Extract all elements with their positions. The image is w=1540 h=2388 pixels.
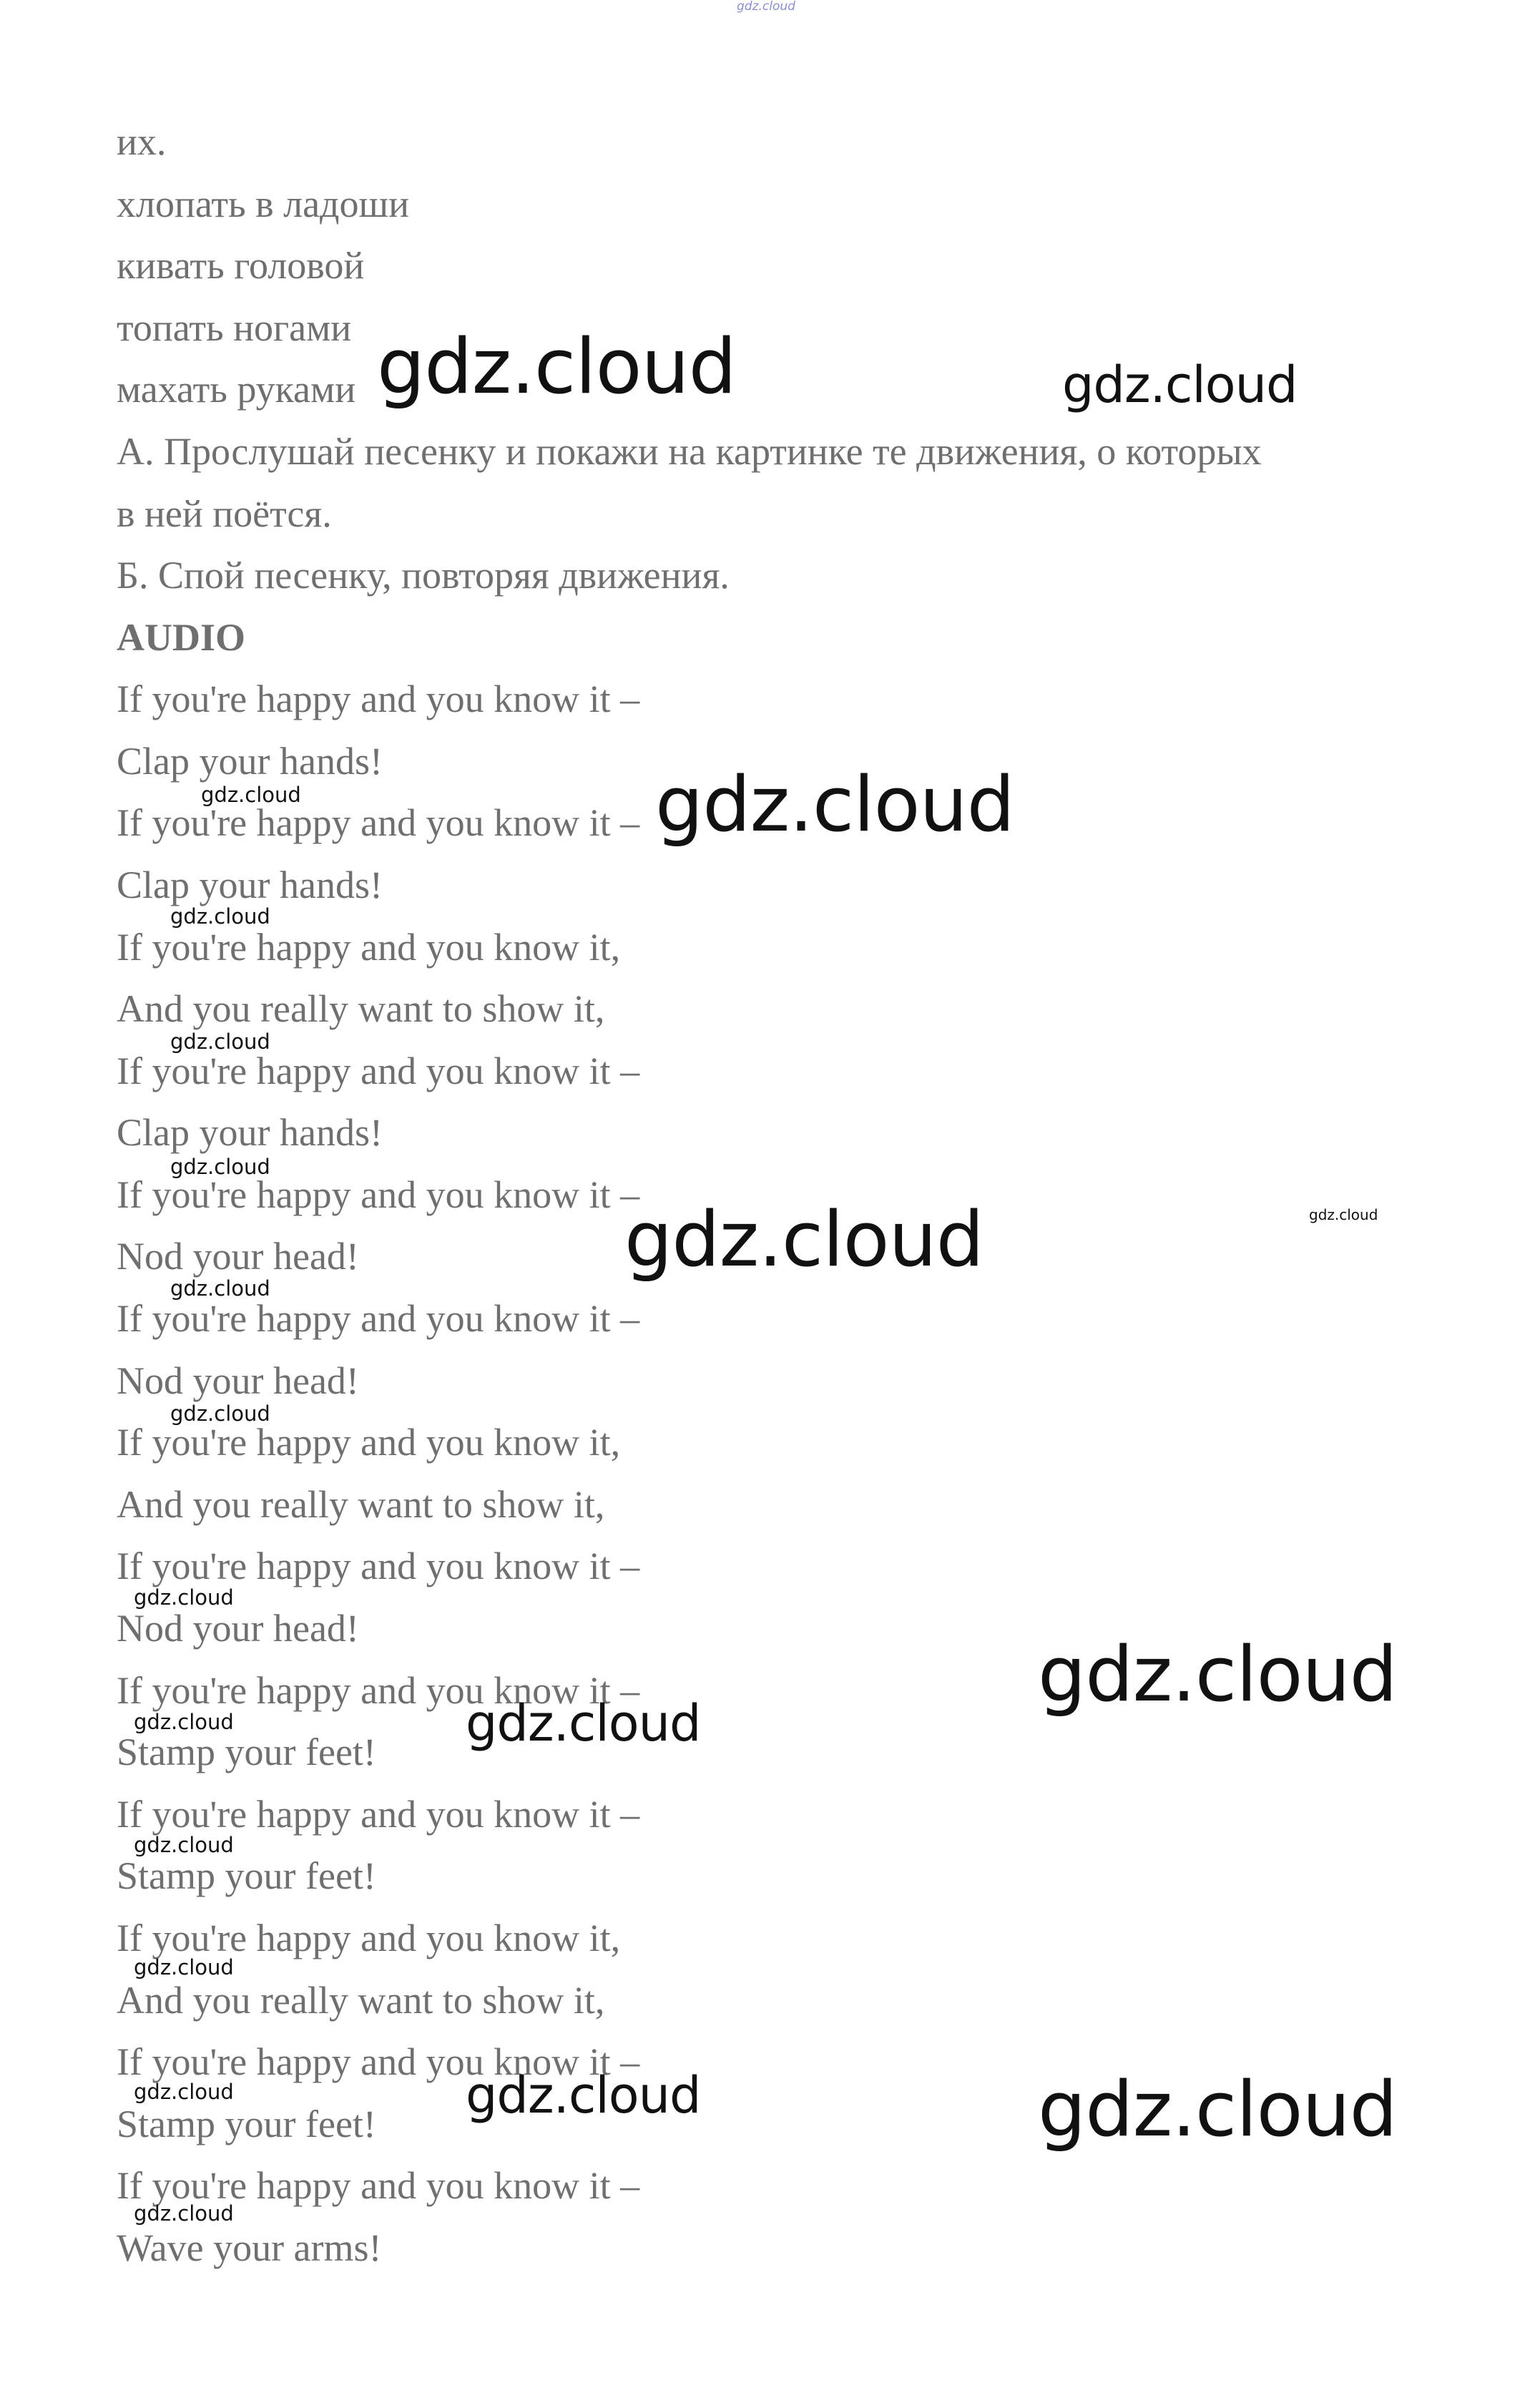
song-line: If you're happy and you know it, bbox=[117, 1421, 621, 1464]
watermark: gdz.cloud bbox=[737, 0, 795, 14]
watermark: gdz.cloud bbox=[466, 1694, 701, 1753]
song-line: If you're happy and you know it – bbox=[117, 677, 640, 720]
song-line: If you're happy and you know it – bbox=[117, 1669, 640, 1712]
song-line: Clap your hands! bbox=[117, 740, 383, 783]
song-line: If you're happy and you know it – bbox=[117, 1173, 640, 1216]
task-b-line: Б. Спой песенку, повторяя движения. bbox=[117, 554, 730, 597]
song-line: Stamp your feet! bbox=[117, 2103, 376, 2145]
text-line-fragment: их. bbox=[117, 120, 167, 163]
watermark: gdz.cloud bbox=[134, 1833, 234, 1857]
song-line: If you're happy and you know it, bbox=[117, 1917, 621, 1959]
watermark: gdz.cloud bbox=[1062, 356, 1298, 414]
watermark: gdz.cloud bbox=[624, 1195, 984, 1283]
text-line-clap-hands-ru: хлопать в ладоши bbox=[117, 182, 410, 225]
song-line: Wave your arms! bbox=[117, 2226, 382, 2269]
song-line: Nod your head! bbox=[117, 1359, 359, 1402]
song-line: Clap your hands! bbox=[117, 1111, 383, 1154]
song-line: If you're happy and you know it – bbox=[117, 1297, 640, 1340]
task-a-line-2: в ней поётся. bbox=[117, 492, 332, 535]
song-line: And you really want to show it, bbox=[117, 1483, 605, 1526]
watermark: gdz.cloud bbox=[134, 1585, 234, 1610]
watermark: gdz.cloud bbox=[201, 783, 301, 807]
watermark: gdz.cloud bbox=[1309, 1206, 1378, 1223]
song-line: Clap your hands! bbox=[117, 863, 383, 906]
watermark: gdz.cloud bbox=[466, 2066, 701, 2125]
watermark: gdz.cloud bbox=[170, 1401, 270, 1426]
song-line: And you really want to show it, bbox=[117, 987, 605, 1030]
text-line-nod-head-ru: кивать головой bbox=[117, 244, 365, 287]
watermark: gdz.cloud bbox=[1038, 2065, 1397, 2153]
song-line: If you're happy and you know it – bbox=[117, 1049, 640, 1092]
watermark: gdz.cloud bbox=[134, 2080, 234, 2104]
song-line: Stamp your feet! bbox=[117, 1731, 376, 1773]
watermark: gdz.cloud bbox=[134, 2201, 234, 2226]
song-line: Nod your head! bbox=[117, 1607, 359, 1650]
watermark: gdz.cloud bbox=[134, 1955, 234, 1980]
watermark: gdz.cloud bbox=[170, 1029, 270, 1054]
song-line: If you're happy and you know it – bbox=[117, 801, 640, 844]
watermark: gdz.cloud bbox=[170, 1276, 270, 1301]
song-line: If you're happy and you know it, bbox=[117, 926, 621, 969]
watermark: gdz.cloud bbox=[377, 323, 736, 411]
watermark: gdz.cloud bbox=[655, 760, 1014, 848]
song-line: If you're happy and you know it – bbox=[117, 2040, 640, 2083]
text-line-wave-arms-ru: махать руками bbox=[117, 368, 356, 411]
song-line: If you're happy and you know it – bbox=[117, 1545, 640, 1587]
audio-heading: AUDIO bbox=[117, 616, 246, 659]
watermark: gdz.cloud bbox=[170, 1155, 270, 1179]
song-line: Nod your head! bbox=[117, 1235, 359, 1278]
text-line-stamp-feet-ru: топать ногами bbox=[117, 306, 352, 349]
watermark: gdz.cloud bbox=[170, 904, 270, 929]
watermark: gdz.cloud bbox=[1038, 1630, 1397, 1718]
song-line: If you're happy and you know it – bbox=[117, 1793, 640, 1836]
task-a-line-1: А. Прослушай песенку и покажи на картинке те движения, о которых bbox=[117, 430, 1262, 473]
song-line: And you really want to show it, bbox=[117, 1979, 605, 2022]
watermark: gdz.cloud bbox=[134, 1710, 234, 1734]
song-line: Stamp your feet! bbox=[117, 1854, 376, 1897]
song-line: If you're happy and you know it – bbox=[117, 2164, 640, 2207]
